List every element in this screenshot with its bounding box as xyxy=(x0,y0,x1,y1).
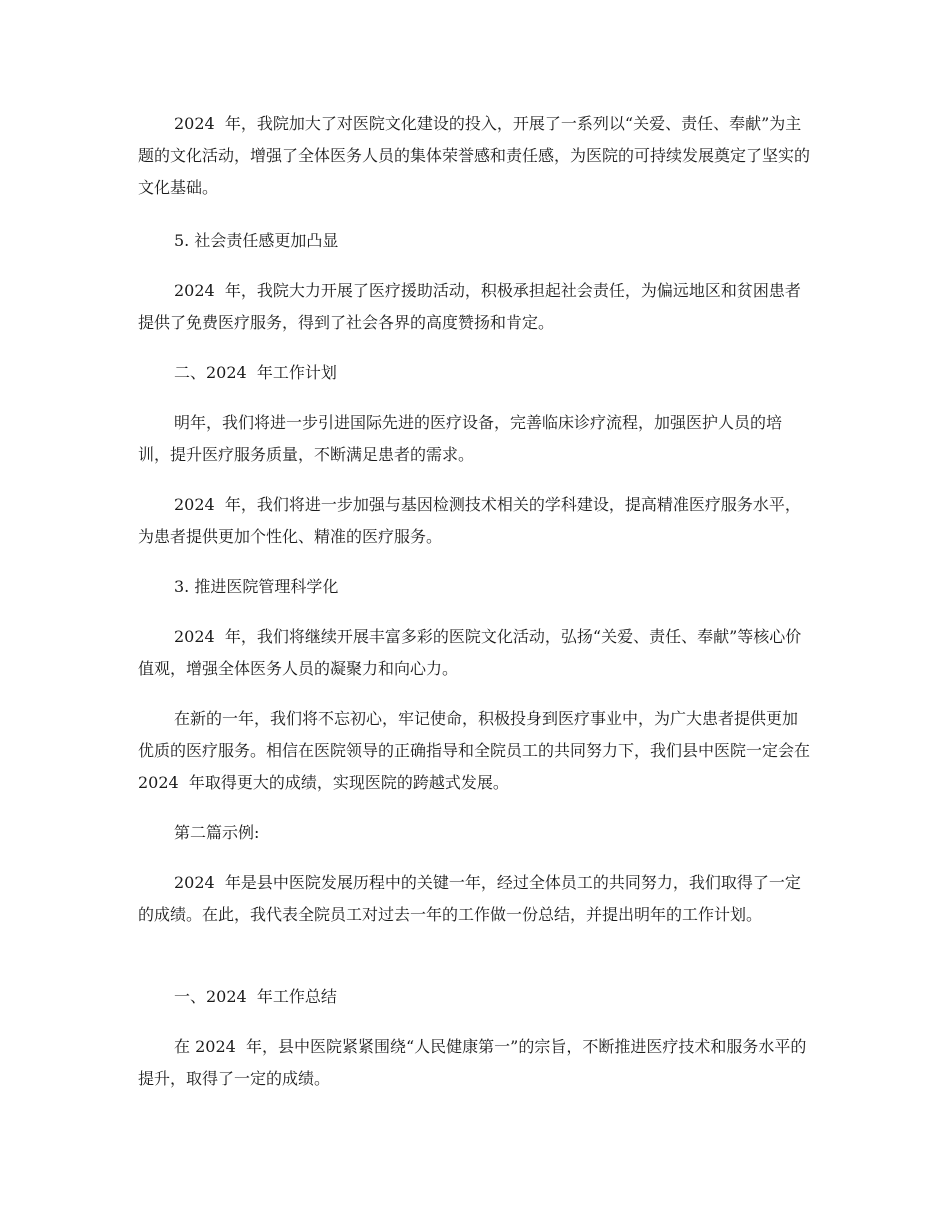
paragraph-new-year: 在新的一年，我们将不忘初心，牢记使命，积极投身到医疗事业中，为广大患者提供更加优质的医疗服务。相信在医院领导的正确指导和全院员工的共同努力下，我们县中医院一定会在 2024 年取得更大的成绩，实现医院的跨越式发展。 xyxy=(138,709,816,792)
paragraph-health-first: 在 2024 年，县中医院紧紧围绕“人民健康第一”的宗旨，不断推进医疗技术和服务水平的提升，取得了一定的成绩。 xyxy=(138,1037,807,1088)
heading-second-example: 第二篇示例: xyxy=(174,823,260,842)
heading-social-responsibility: 5. 社会责任感更加凸显 xyxy=(174,231,339,250)
paragraph-equipment-plan: 明年，我们将进一步引进国际先进的医疗设备，完善临床诊疗流程，加强医护人员的培训，提升医疗服务质量，不断满足患者的需求。 xyxy=(138,413,783,464)
heading-management: 3. 推进医院管理科学化 xyxy=(174,577,339,596)
paragraph-culture-building: 2024 年，我院加大了对医院文化建设的投入，开展了一系列以“关爱、责任、奉献”为主题的文化活动，增强了全体医务人员的集体荣誉感和责任感，为医院的可持续发展奠定了坚实的文化基础。 xyxy=(138,114,811,197)
paragraph-gene-testing: 2024 年，我们将进一步加强与基因检测技术相关的学科建设，提高精准医疗服务水平，为患者提供更加个性化、精准的医疗服务。 xyxy=(138,495,801,546)
heading-work-summary: 一、2024 年工作总结 xyxy=(174,987,337,1006)
paragraph-culture-activities: 2024 年，我们将继续开展丰富多彩的医院文化活动，弘扬“关爱、责任、奉献”等核心价值观，增强全体医务人员的凝聚力和向心力。 xyxy=(138,627,802,678)
paragraph-medical-aid: 2024 年，我院大力开展了医疗援助活动，积极承担起社会责任，为偏远地区和贫困患者提供了免费医疗服务，得到了社会各界的高度赞扬和肯定。 xyxy=(138,281,801,332)
heading-work-plan: 二、2024 年工作计划 xyxy=(174,363,337,382)
paragraph-key-year: 2024 年是县中医院发展历程中的关键一年，经过全体员工的共同努力，我们取得了一定的成绩。在此，我代表全院员工对过去一年的工作做一份总结，并提出明年的工作计划。 xyxy=(138,873,801,924)
